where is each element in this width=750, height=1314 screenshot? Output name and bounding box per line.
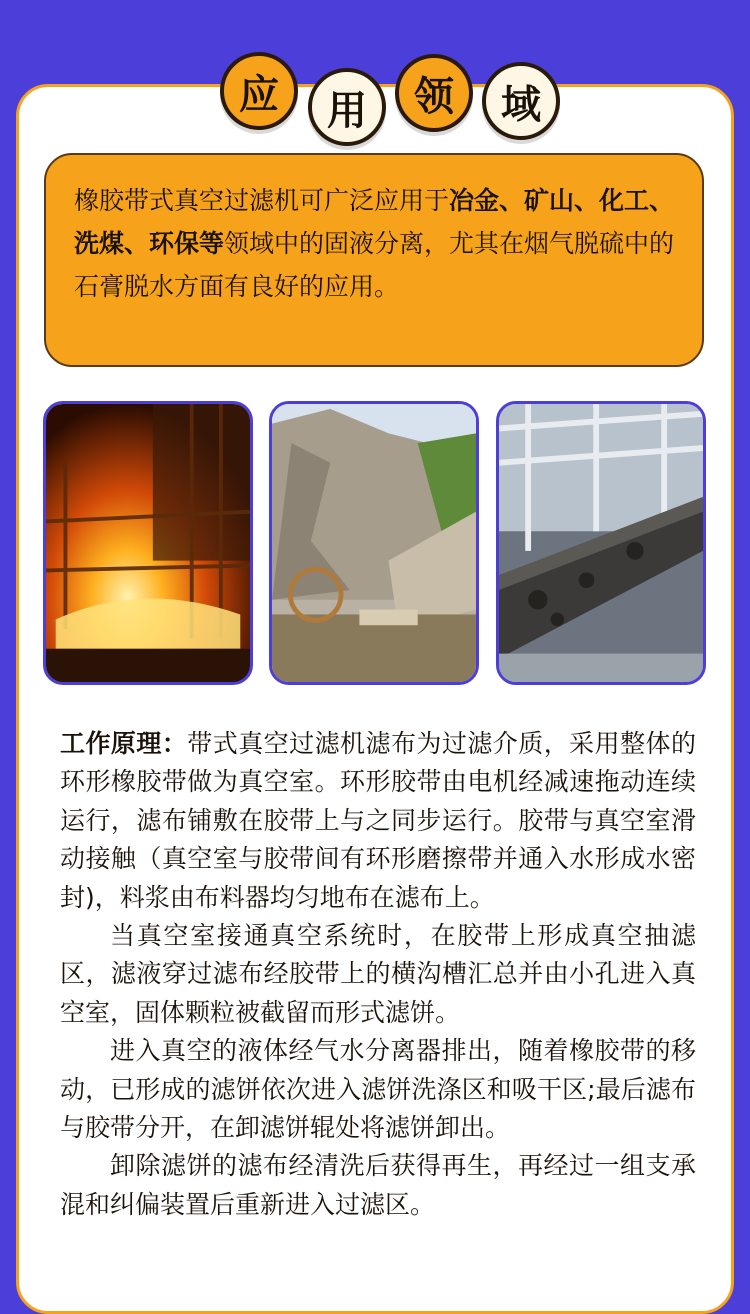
intro-text-post: 领域中的固液分离，尤其在烟气脱硫中的石膏脱水方面有良好的应用。 — [74, 229, 675, 301]
principle-paragraph-1 — [60, 725, 696, 917]
mine-photo — [269, 401, 479, 685]
conveyor-photo — [496, 401, 706, 685]
title-char-1: 应 — [220, 52, 298, 130]
title-char-3: 领 — [395, 54, 473, 132]
principle-paragraph-4: 卸除滤饼的滤布经清洗后获得再生，再经过一组支承混和纠偏装置后重新进入过滤区。 — [60, 1151, 696, 1219]
title-char-2: 用 — [308, 68, 386, 146]
intro-text-pre: 橡胶带式真空过滤机可广泛应用于 — [74, 186, 450, 215]
principle-paragraph-2: 当真空室接通真空系统时，在胶带上形成真空抽滤区，滤液穿过滤布经胶带上的横沟槽汇总并由小孔进入真空室，固体颗粒被截留而形式滤饼。 — [60, 921, 696, 1027]
principle-label: 工作原理： — [60, 729, 188, 758]
principle-paragraph-3: 进入真空的液体经气水分离器排出，随着橡胶带的移动，已形成的滤饼依次进入滤饼洗涤区和吸干区;最后滤布与胶带分开，在卸滤饼辊处将滤饼卸出。 — [60, 1036, 696, 1143]
principle-text — [60, 725, 696, 1224]
metallurgy-photo — [43, 401, 253, 685]
title-char-4: 域 — [482, 62, 560, 140]
intro-box — [44, 153, 704, 367]
section-title — [0, 40, 750, 140]
principle-p1-text: 带式真空过滤机滤布为过滤介质，采用整体的环形橡胶带做为真空室。环形胶带由电机经减速拖动连续运行，滤布铺敷在胶带上与之同步运行。胶带与真空室滑动接触（真空室与胶带间有环形磨擦带并通入水形成水密封)，料浆由布料器均匀地布在滤布上。 — [60, 729, 696, 912]
intro-text-bold: 冶金、矿山、化工、洗煤、环保等 — [74, 186, 675, 258]
